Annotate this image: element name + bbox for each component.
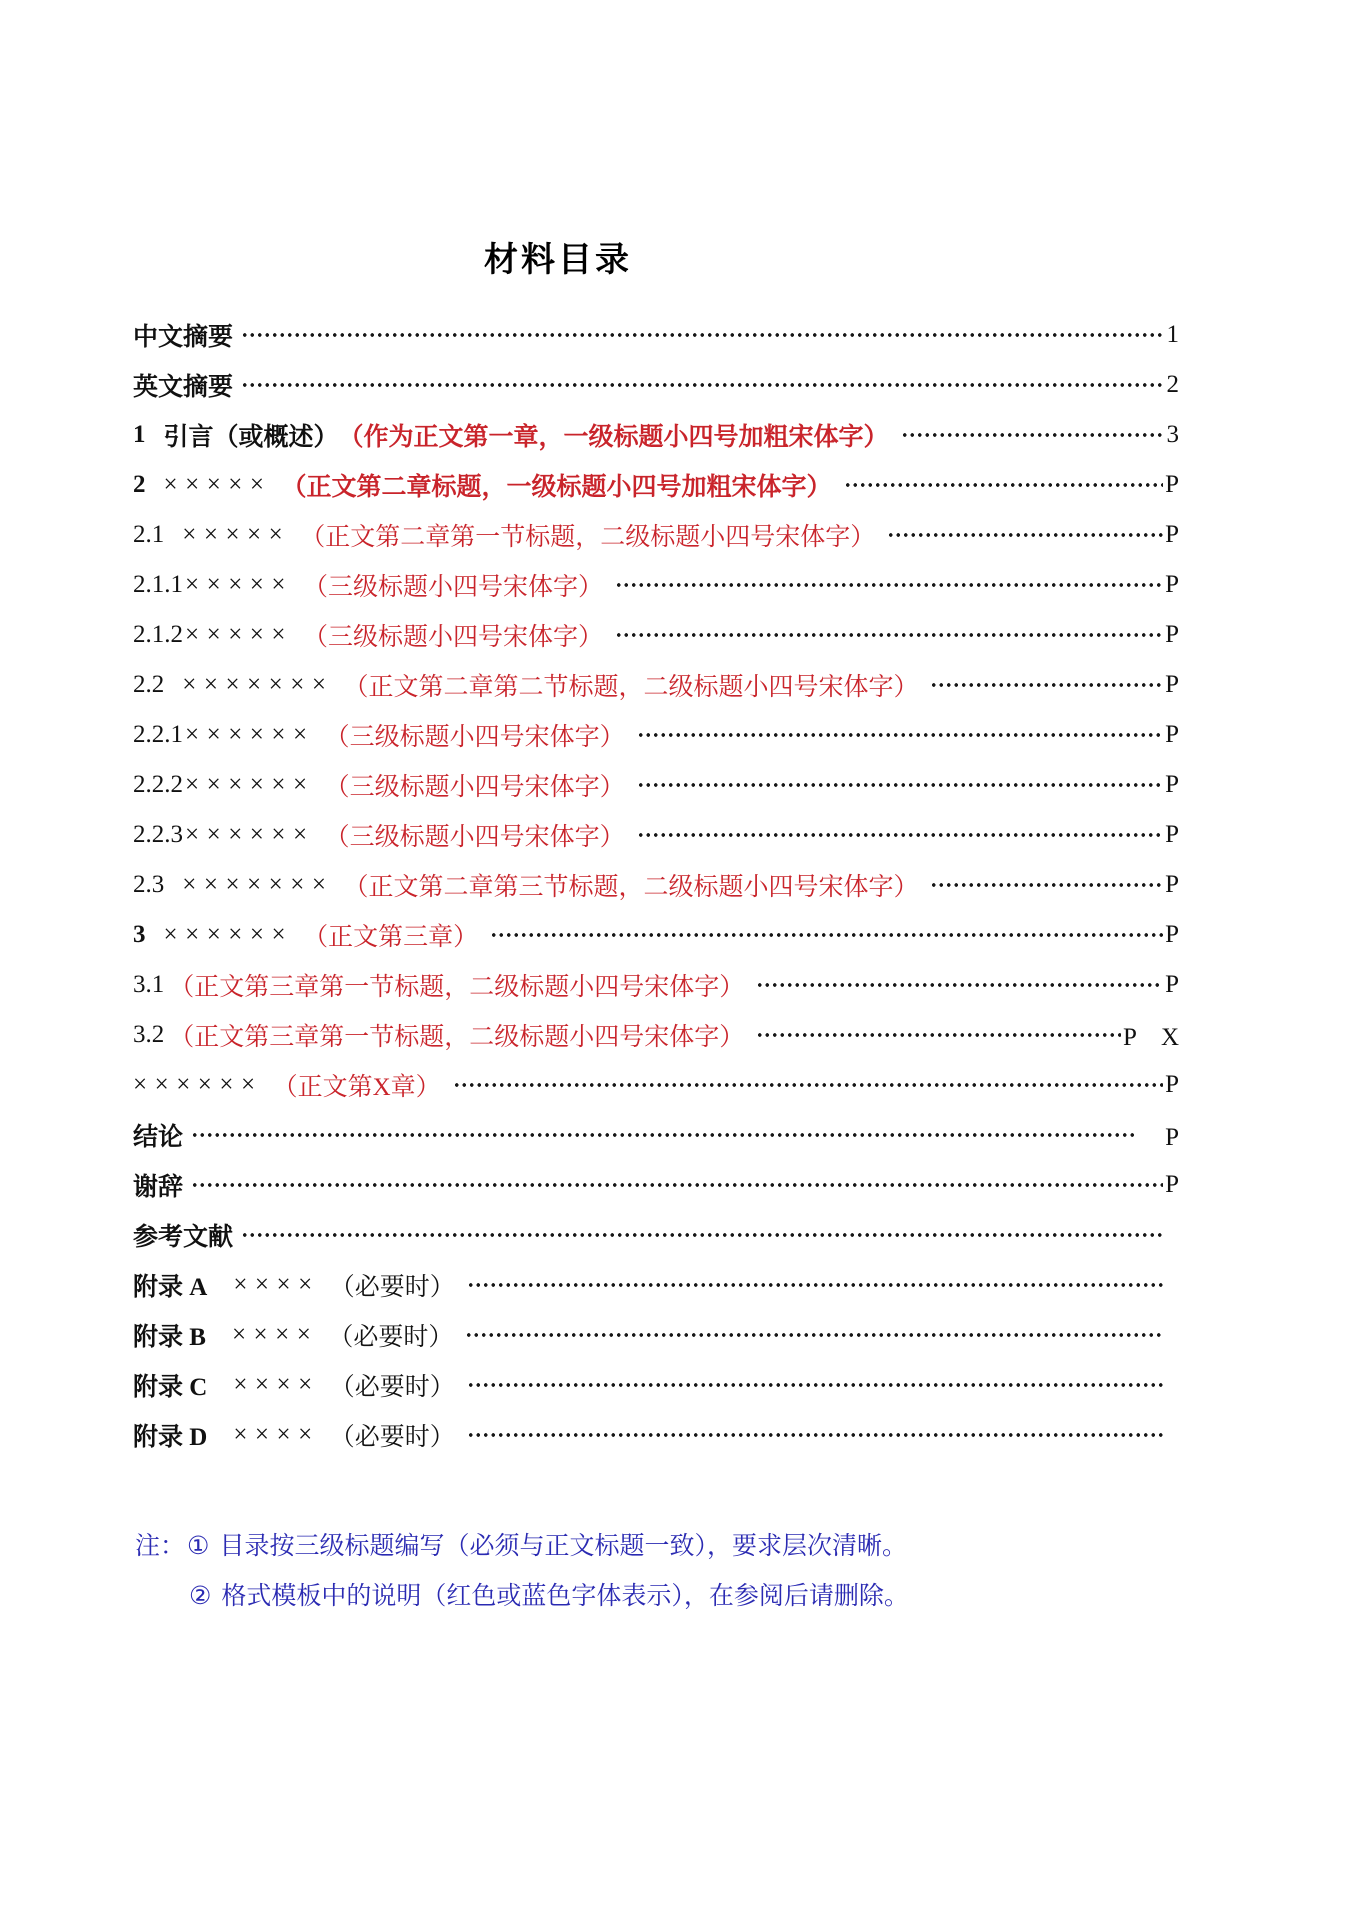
dot-leader xyxy=(844,460,1163,510)
dot-leader xyxy=(467,1410,1163,1460)
dot-leader xyxy=(615,610,1163,660)
toc-entry-label: ×××× xyxy=(231,1321,319,1348)
toc-format-annotation: （正文第二章第一节标题，二级标题小四号宋体字） xyxy=(300,524,876,551)
dot-leader xyxy=(756,1010,1121,1060)
toc-format-annotation: （正文第三章第一节标题，二级标题小四号宋体字） xyxy=(169,974,745,1001)
toc-entry-label: 英文摘要 xyxy=(133,374,234,401)
toc-entry-label: （必要时） xyxy=(329,1274,455,1301)
toc-format-annotation: （三级标题小四号宋体字） xyxy=(303,624,604,651)
toc-entry xyxy=(133,1260,1179,1310)
page-number: P xyxy=(1165,721,1179,748)
toc-entry xyxy=(133,810,1179,860)
toc-format-annotation: （正文第二章标题，一级标题小四号加粗宋体字） xyxy=(281,474,832,501)
toc-entry-label: ×××× xyxy=(233,1371,320,1398)
toc-entry xyxy=(133,310,1179,360)
dot-leader xyxy=(615,560,1163,610)
page-number: P xyxy=(1165,571,1179,598)
note-prefix: 注： xyxy=(135,1533,186,1560)
page-number: P xyxy=(1165,921,1179,948)
page-number: P xyxy=(1140,1124,1179,1151)
toc-entry-label: 2.2 xyxy=(133,671,165,698)
toc-entry xyxy=(133,1160,1179,1210)
dot-leader xyxy=(901,410,1163,460)
page-number: P xyxy=(1165,1071,1179,1098)
dot-leader xyxy=(930,660,1163,710)
circled-two-marker: ② xyxy=(189,1583,212,1610)
toc-entry-label: ××××× xyxy=(185,571,293,598)
dot-leader xyxy=(637,810,1163,860)
toc-entry-label: 参考文献 xyxy=(133,1224,234,1251)
dot-leader xyxy=(453,1060,1163,1110)
toc-entry-label: 2.2.1 xyxy=(133,721,183,748)
toc-entry-label: 2.2.2 xyxy=(133,771,183,798)
dot-leader xyxy=(637,760,1163,810)
toc-entry-label: 中文摘要 xyxy=(133,324,234,351)
dot-leader xyxy=(930,860,1163,910)
toc-entry-label: 2.1.2 xyxy=(133,621,183,648)
circled-one-marker: ① xyxy=(187,1533,210,1560)
toc-entry xyxy=(133,1110,1179,1160)
toc-entry xyxy=(133,760,1179,810)
page-number: P xyxy=(1165,1171,1179,1198)
toc-format-annotation: （正文第二章第三节标题，二级标题小四号宋体字） xyxy=(343,874,919,901)
page-number: 1 xyxy=(1166,321,1179,348)
toc-entry xyxy=(133,1410,1179,1460)
page-number: 3 xyxy=(1166,421,1179,448)
toc-format-annotation: （三级标题小四号宋体字） xyxy=(324,774,625,801)
page-number: P xyxy=(1165,771,1179,798)
toc-entry-label: ×××× xyxy=(233,1271,320,1298)
toc-entry-label: ××××××× xyxy=(182,871,334,898)
toc-format-annotation: （三级标题小四号宋体字） xyxy=(303,574,604,601)
toc-entry xyxy=(133,1310,1179,1360)
toc-entry-label: 附录 A xyxy=(133,1274,208,1301)
toc-entry-label: 附录 D xyxy=(133,1424,208,1451)
page-number: P xyxy=(1165,471,1179,498)
toc-entry-label: 1 xyxy=(133,421,146,448)
toc-entry-label: 附录 C xyxy=(133,1374,208,1401)
toc-entry xyxy=(133,1060,1179,1110)
note-line-1 xyxy=(135,1522,1235,1572)
toc-entry-label: ××××× xyxy=(163,471,272,498)
toc-entry xyxy=(133,510,1179,560)
toc-entry-label: （必要时） xyxy=(329,1374,455,1401)
dot-leader xyxy=(637,710,1163,760)
toc-entry-label: 结论 xyxy=(133,1124,184,1151)
toc-entry xyxy=(133,410,1179,460)
toc-entry-label: ×××××× xyxy=(133,1071,263,1098)
toc-entry xyxy=(133,610,1179,660)
toc-entry-label: ××××× xyxy=(185,621,293,648)
toc-entry xyxy=(133,860,1179,910)
toc-entry-label: 3.2 xyxy=(133,1021,165,1048)
dot-leader xyxy=(241,1210,1163,1260)
dot-leader xyxy=(465,1310,1163,1360)
notes-block xyxy=(135,1522,1235,1622)
dot-leader xyxy=(467,1360,1163,1410)
toc-entry-label: 2.2.3 xyxy=(133,821,183,848)
page-number: P xyxy=(1165,671,1179,698)
toc-entry xyxy=(133,960,1179,1010)
toc-entry xyxy=(133,1210,1179,1260)
toc-entry-label: ×××××× xyxy=(185,721,315,748)
page-number: P xyxy=(1165,821,1179,848)
dot-leader xyxy=(490,910,1163,960)
page-number: P X xyxy=(1122,1024,1179,1051)
toc-entry xyxy=(133,710,1179,760)
toc-format-annotation: （三级标题小四号宋体字） xyxy=(324,824,625,851)
dot-leader xyxy=(887,510,1163,560)
dot-leader xyxy=(191,1110,1138,1160)
toc-entry xyxy=(133,910,1179,960)
toc-entry-label: （必要时） xyxy=(328,1324,454,1351)
dot-leader xyxy=(241,310,1163,360)
page-number: P xyxy=(1165,621,1179,648)
note-line-2 xyxy=(187,1572,1235,1622)
toc-entry-label: 附录 B xyxy=(133,1324,206,1351)
toc-entry-label: 2 xyxy=(133,471,146,498)
toc-entry-label: 3 xyxy=(133,921,146,948)
dot-leader xyxy=(241,360,1163,410)
page-number: P xyxy=(1165,521,1179,548)
toc-format-annotation: （正文第二章第二节标题，二级标题小四号宋体字） xyxy=(343,674,919,701)
toc-format-annotation: （正文第X章） xyxy=(272,1074,441,1101)
toc-entry-label: 谢辞 xyxy=(133,1174,184,1201)
toc-entry-label: 2.1 xyxy=(133,521,165,548)
toc-entry-label: 引言（或概述） xyxy=(163,424,339,451)
toc-entry xyxy=(133,660,1179,710)
toc-entry xyxy=(133,560,1179,610)
toc-entry-label: ×××××× xyxy=(185,771,315,798)
toc-entry-label: ××××× xyxy=(182,521,291,548)
dot-leader xyxy=(756,960,1163,1010)
toc-entry-label: ×××××× xyxy=(185,821,315,848)
toc-entry xyxy=(133,1010,1179,1060)
toc-entry-label: ×××××× xyxy=(163,921,294,948)
toc-entry-label: 3.1 xyxy=(133,971,165,998)
toc-format-annotation: （三级标题小四号宋体字） xyxy=(324,724,625,751)
toc-entry xyxy=(133,360,1179,410)
toc-entry-label: ××××××× xyxy=(182,671,334,698)
note-text-2: 格式模板中的说明（红色或蓝色字体表示），在参阅后请删除。 xyxy=(221,1583,909,1610)
toc-format-annotation: （正文第三章） xyxy=(303,924,479,951)
toc-entry-label: ×××× xyxy=(233,1421,320,1448)
table-of-contents xyxy=(133,310,1179,1460)
page-title: 材料目录 xyxy=(484,241,632,279)
toc-format-annotation: （正文第三章第一节标题，二级标题小四号宋体字） xyxy=(169,1024,745,1051)
page-number: P xyxy=(1165,971,1179,998)
page-number: P xyxy=(1165,871,1179,898)
page-number: 2 xyxy=(1166,371,1179,398)
toc-format-annotation: （作为正文第一章，一级标题小四号加粗宋体字） xyxy=(338,424,889,451)
toc-entry-label: （必要时） xyxy=(329,1424,455,1451)
note-text-1: 目录按三级标题编写（必须与正文标题一致），要求层次清晰。 xyxy=(219,1533,907,1560)
toc-entry xyxy=(133,460,1179,510)
dot-leader xyxy=(467,1260,1163,1310)
toc-entry xyxy=(133,1360,1179,1410)
toc-entry-label: 2.3 xyxy=(133,871,165,898)
toc-entry-label: 2.1.1 xyxy=(133,571,183,598)
dot-leader xyxy=(191,1160,1163,1210)
